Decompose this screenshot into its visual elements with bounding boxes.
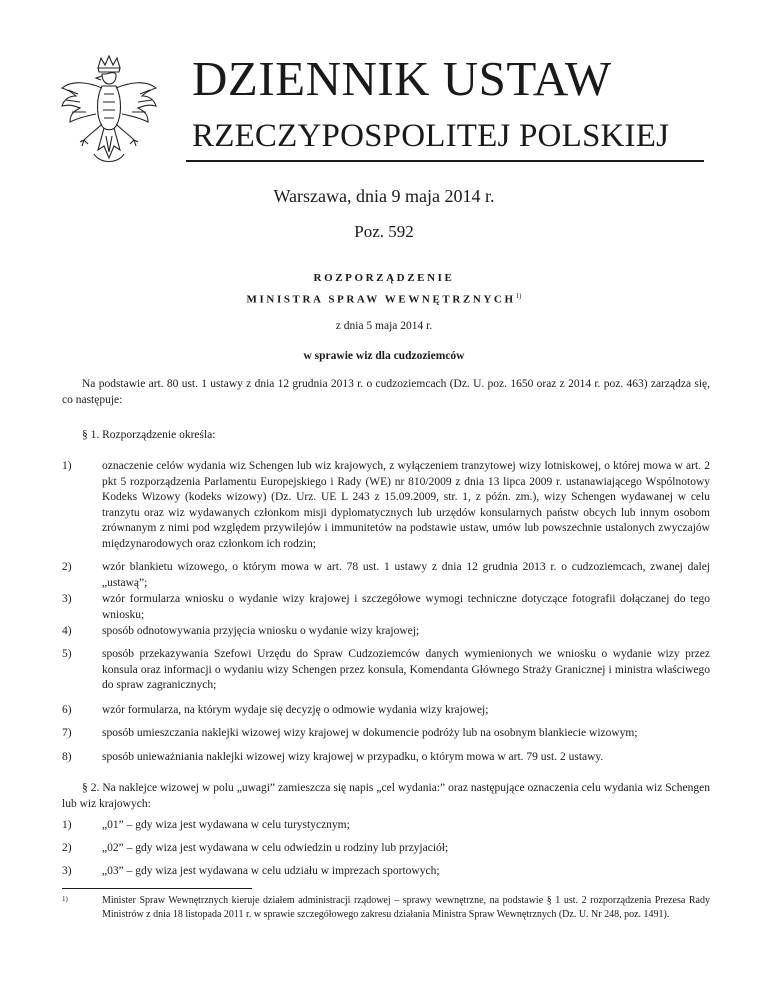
list-item-number: 3): [62, 593, 72, 605]
list-item-text: „02” – gdy wiza jest wydawana w celu odwiedzin u rodziny lub przyjaciół;: [102, 842, 449, 854]
journal-title: DZIENNIK USTAW: [192, 51, 612, 106]
footnote-divider: [62, 888, 252, 889]
list-item-number: 3): [62, 865, 72, 877]
footnote-text: Minister Spraw Wewnętrznych kieruje działem administracji rządowej – sprawy wewnętrzne, na podstawie § 1 ust. 2 rozporządzenia Prezesa Rady Ministrów z dnia 18 listopada 2011 r. w sprawie szczegółowego zakresu działania Ministra Spraw Wewnętrznych (Dz. U. Nr 248, poz. 1491).: [102, 895, 710, 920]
list-item: [62, 864, 710, 880]
list-item-text: sposób przekazywania Szefowi Urzędu do Spraw Cudzoziemców danych wymienionych we wniosku o wydanie wizy przez konsula oraz informacji o wydaniu wizy Schengen przez konsula, Komendanta Głównego Straży Granicznej i ministra właściwego do spraw zagranicznych;: [102, 648, 710, 691]
list-item-number: 6): [62, 704, 72, 716]
section-1-intro: § 1. Rozporządzenie określa:: [82, 429, 216, 441]
place-date: Warszawa, dnia 9 maja 2014 r.: [273, 186, 495, 206]
list-item: [62, 592, 710, 623]
list-item: [62, 647, 710, 694]
list-item-text: „03” – gdy wiza jest wydawana w celu udziału w imprezach sportowych;: [102, 865, 440, 877]
list-item-text: wzór formularza, na którym wydaje się decyzję o odmowie wydania wizy krajowej;: [102, 704, 489, 716]
list-item-number: 2): [62, 561, 72, 573]
act-date: z dnia 5 maja 2014 r.: [335, 320, 433, 332]
list-item: [62, 560, 710, 591]
journal-subtitle: RZECZYPOSPOLITEJ POLSKIEJ: [192, 118, 670, 154]
polish-eagle-emblem-icon: [58, 54, 160, 172]
act-type: ROZPORZĄDZENIE: [313, 272, 455, 284]
section-2-intro: § 2. Na naklejce wizowej w polu „uwagi” zamieszcza się napis „cel wydania:” oraz następujące oznaczenia celu wydania wiz Schengen lub wiz krajowych:: [62, 782, 710, 810]
list-item: [62, 459, 710, 552]
list-item-text: wzór blankietu wizowego, o którym mowa w art. 78 ust. 1 ustawy z dnia 12 grudnia 2013 r. o cudzoziemcach, zwanej dalej „ustawą”;: [102, 561, 710, 589]
preamble: Na podstawie art. 80 ust. 1 ustawy z dnia 12 grudnia 2013 r. o cudzoziemcach (Dz. U. poz. 1650 oraz z 2014 r. poz. 463) zarządza się, co następuje:: [62, 378, 710, 406]
list-item: [62, 841, 710, 857]
list-item-number: 2): [62, 842, 72, 854]
list-item-text: sposób unieważniania naklejki wizowej wizy krajowej w przypadku, o którym mowa w art. 79 ust. 2 ustawy.: [102, 751, 604, 763]
position-number: Poz. 592: [354, 222, 414, 241]
list-item: [62, 818, 710, 834]
list-item-number: 5): [62, 648, 72, 660]
list-item: [62, 726, 710, 742]
list-item-text: sposób umieszczania naklejki wizowej wizy krajowej w dokumencie podróży lub na osobnym blankiecie wizowym;: [102, 727, 638, 739]
list-item-number: 4): [62, 625, 72, 637]
authority-name: MINISTRA SPRAW WEWNĘTRZNYCH: [246, 293, 516, 306]
act-subject: w sprawie wiz dla cudzoziemców: [303, 350, 465, 362]
footnote-mark: 1): [62, 895, 68, 903]
list-item-text: sposób odnotowywania przyjęcia wniosku o wydanie wizy krajowej;: [102, 625, 420, 637]
footnote-reference: 1): [515, 292, 522, 300]
footnote: [62, 894, 710, 922]
masthead-divider: [186, 160, 704, 162]
list-item: [62, 750, 710, 766]
list-item-number: 8): [62, 751, 72, 763]
list-item-number: 7): [62, 727, 72, 739]
list-item-text: „01” – gdy wiza jest wydawana w celu turystycznym;: [102, 819, 350, 831]
list-item: [62, 624, 710, 640]
list-item-number: 1): [62, 819, 72, 831]
list-item-text: oznaczenie celów wydania wiz Schengen lub wiz krajowych, z wyłączeniem tranzytowej wizy lotniskowej, o której mowa w art. 2 pkt 5 rozporządzenia Parlamentu Europejskiego i Rady (WE) nr 810/2009 z dnia 13 lipca 2009 r. ustanawiającego Wspólnotowy Kodeks Wizowy (kodeks wizowy) (Dz. Urz. UE L 243 z 15.09.2009, str. 1, z późn. zm.), wizy Schengen wydawanej w celu tranzytu oraz wiz wydawanych członkom misji dyplomatycznych lub urzędów konsularnych państw obcych lub innym osobom zrównanym z nimi pod względem przywilejów i immunitetów na podstawie ustaw, umów lub powszechnie ustalonych zwyczajów międzynarodowych oraz członkom ich rodzin;: [102, 460, 710, 550]
list-item: [62, 703, 710, 719]
list-item-number: 1): [62, 460, 72, 472]
list-item-text: wzór formularza wniosku o wydanie wizy krajowej i szczegółowe wymogi techniczne dotyczące fotografii dołączanej do tego wniosku;: [102, 593, 710, 621]
act-authority: [0, 292, 768, 306]
